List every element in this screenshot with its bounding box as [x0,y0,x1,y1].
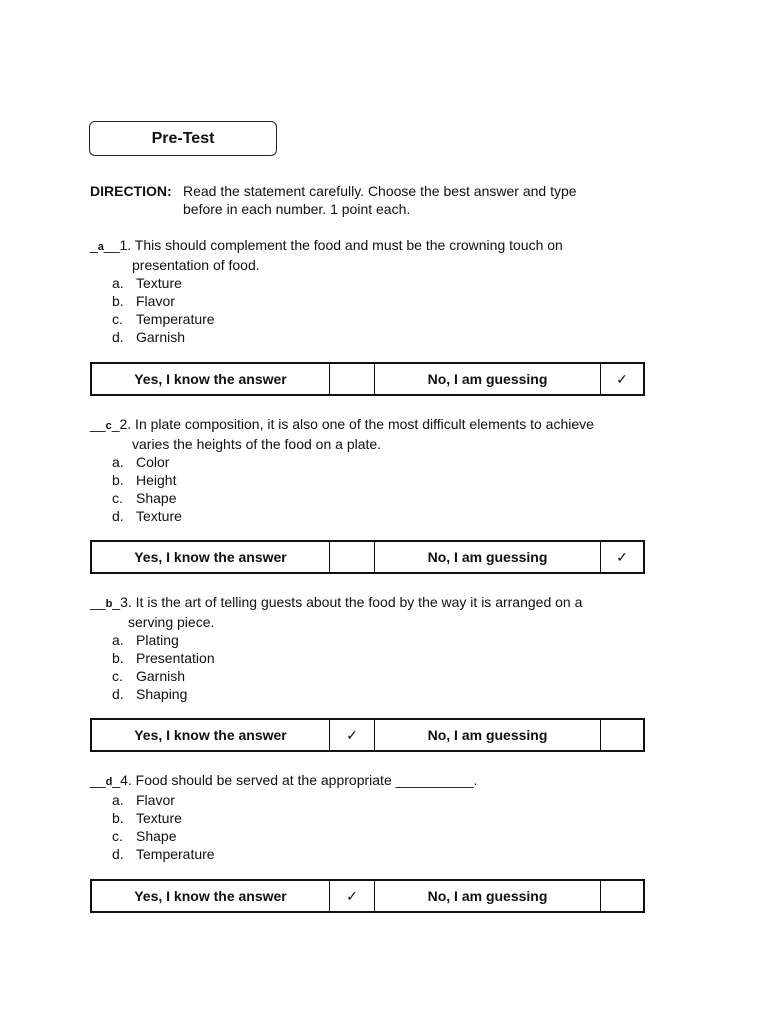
direction-text [183,182,663,218]
question-3-prefix: __ [90,594,106,610]
direction-text-line-2: before in each number. 1 point each. [183,201,411,217]
choice-item: d. Garnish [112,329,186,345]
choice-item: d. Shaping [112,686,188,702]
no-guessing-label: No, I am guessing [375,720,601,750]
direction-text-line-1: Read the statement carefully. Choose the best answer and type [183,183,577,199]
choice-item: a. Plating [112,632,179,648]
choice-item: b. Presentation [112,650,215,666]
choice-item: c. Shape [112,828,177,844]
choice-item: d. Temperature [112,846,215,862]
no-checkbox[interactable]: ✓ [616,548,628,565]
choice-item: c. Garnish [112,668,186,684]
choice-item: c. Shape [112,490,177,506]
yes-know-label: Yes, I know the answer [92,542,330,572]
choice-item: c. Temperature [112,311,215,327]
confidence-table-4 [90,879,645,913]
question-1-stem [90,236,690,256]
no-checkbox[interactable] [601,720,643,750]
no-checkbox[interactable]: ✓ [616,370,628,387]
page-title-text: Pre-Test [151,129,215,147]
no-guessing-label: No, I am guessing [375,881,601,911]
yes-checkbox[interactable]: ✓ [330,720,375,750]
question-1-prefix: _ [90,237,98,253]
question-3-continuation: serving piece. [128,614,215,630]
choice-item: b. Height [112,472,177,488]
question-3 [90,593,690,703]
question-4-choices [90,791,690,863]
question-2-text: _2. In plate composition, it is also one of the most difficult elements to achieve [111,416,594,432]
confidence-table-1 [90,362,645,396]
confidence-table-3 [90,718,645,752]
no-guessing-label: No, I am guessing [375,542,601,572]
question-2-choices [90,453,690,525]
question-3-text: _3. It is the art of telling guests about the food by the way it is arranged on a [112,594,583,610]
question-4-text: _4. Food should be served at the appropriate __________. [112,772,478,788]
no-checkbox[interactable] [601,881,643,911]
choice-item: a. Flavor [112,792,175,808]
question-4-stem [90,771,690,791]
yes-checkbox[interactable] [330,364,375,394]
question-1-continuation: presentation of food. [132,257,260,273]
question-3-stem [90,593,690,613]
question-2-prefix: __ [90,416,106,432]
question-1 [90,236,690,346]
page-title [89,121,277,156]
question-3-choices [90,631,690,703]
no-guessing-label: No, I am guessing [375,364,601,394]
yes-checkbox[interactable] [330,542,375,572]
question-4-prefix: __ [90,772,106,788]
choice-item: b. Texture [112,810,182,826]
confidence-table-2 [90,540,645,574]
question-2-answer: c [105,420,112,432]
question-1-choices [90,274,690,346]
question-4 [90,771,690,863]
question-3-answer: b [105,598,113,610]
choice-item: a. Texture [112,275,182,291]
yes-know-label: Yes, I know the answer [92,720,330,750]
direction-block [90,182,690,217]
choice-item: b. Flavor [112,293,175,309]
question-1-answer: a [97,241,104,253]
question-1-text: __1. This should complement the food and must be the crowning touch on [103,237,563,253]
question-4-answer: d [105,776,113,788]
yes-know-label: Yes, I know the answer [92,364,330,394]
choice-item: d. Texture [112,508,182,524]
question-2-continuation: varies the heights of the food on a plate. [132,436,382,452]
direction-label: DIRECTION: [90,183,172,199]
choice-item: a. Color [112,454,170,470]
question-2 [90,415,690,525]
yes-checkbox[interactable]: ✓ [330,881,375,911]
question-2-stem [90,415,690,435]
yes-know-label: Yes, I know the answer [92,881,330,911]
